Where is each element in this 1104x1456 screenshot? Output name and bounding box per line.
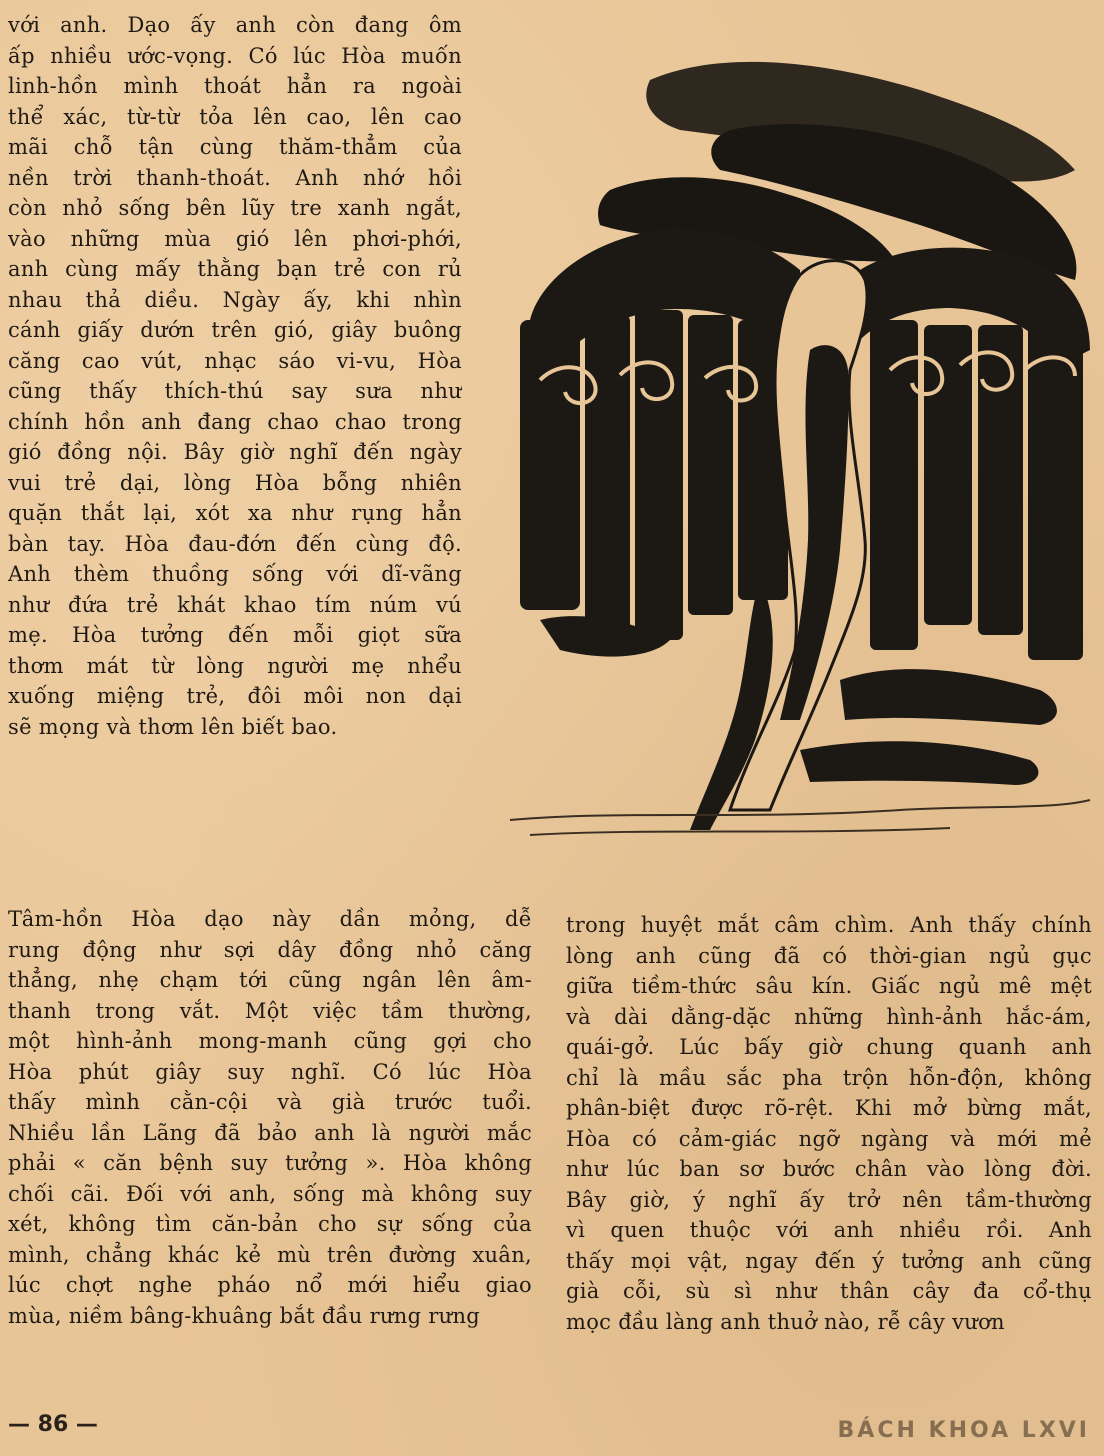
page-number: — 86 — <box>8 1412 98 1437</box>
text-line: già cỗi, sù sì như thân cây đa cổ-thụ <box>566 1279 1092 1303</box>
text-line: gió đồng nội. Bây giờ nghĩ đến ngày <box>8 440 462 464</box>
text-line: còn nhỏ sống bên lũy tre xanh ngắt, <box>8 196 462 220</box>
text-line: một hình-ảnh mong-manh cũng gợi cho <box>8 1029 532 1053</box>
text-line: rung động như sợi dây đồng nhỏ căng <box>8 937 532 962</box>
text-line: chỉ là mầu sắc pha trộn hỗn-độn, không <box>566 1065 1092 1090</box>
text-line: mình, chẳng khác kẻ mù trên đường xuân, <box>8 1242 532 1267</box>
text-line: và dài dằng-dặc những hình-ảnh hắc-ám, <box>566 1004 1092 1029</box>
text-line: mẹ. Hòa tưởng đến mỗi giọt sữa <box>8 623 462 647</box>
text-line: trong huyệt mắt câm chìm. Anh thấy chính <box>566 913 1092 937</box>
gate-arch-left <box>520 229 800 640</box>
text-line: ấp nhiều ước-vọng. Có lúc Hòa muốn <box>8 43 462 68</box>
text-line: mọc đầu làng anh thuở nào, rễ cây vươn <box>566 1309 1005 1334</box>
text-line: quái-gở. Lúc bấy giờ chung quanh anh <box>566 1035 1092 1059</box>
text-line: căng cao vút, nhạc sáo vi-vu, Hòa <box>8 348 462 373</box>
text-line: nhau thả diều. Ngày ấy, khi nhìn <box>8 287 462 312</box>
text-line: thấy mình cằn-cội và già trước tuổi. <box>8 1090 532 1114</box>
text-line: thẳng, nhẹ chạm tới cũng ngân lên âm- <box>8 968 532 992</box>
text-line: chối cãi. Đối với anh, sống mà không suy <box>8 1181 532 1206</box>
text-line: phân-biệt được rõ-rệt. Khi mở bừng mắt, <box>566 1096 1092 1120</box>
text-line: với anh. Dạo ấy anh còn đang ôm <box>8 13 462 37</box>
text-line: linh-hồn mình thoát hẳn ra ngoài <box>8 74 462 98</box>
text-line: thể xác, từ-từ tỏa lên cao, lên cao <box>8 104 462 129</box>
text-line: thấy mọi vật, ngay đến ý tưởng anh cũng <box>566 1248 1092 1273</box>
text-line: thanh trong vắt. Một việc tầm thường, <box>8 998 532 1023</box>
text-line: nền trời thanh-thoát. Anh nhớ hồi <box>8 165 462 190</box>
text-line: chính hồn anh đang chao chao trong <box>8 409 462 434</box>
text-line: lòng anh cũng đã có thời-gian ngủ gục <box>566 943 1092 968</box>
text-line: sẽ mọng và thơm lên biết bao. <box>8 714 338 739</box>
text-line: thơm mát từ lòng người mẹ nhểu <box>8 653 462 678</box>
text-column-top-left <box>8 10 462 742</box>
text-line: anh cùng mấy thằng bạn trẻ con rủ <box>8 257 462 281</box>
text-line: Anh thèm thuồng sống với dĩ-vãng <box>8 562 462 586</box>
text-line: như lúc ban sơ bước chân vào lòng đời. <box>566 1157 1092 1181</box>
text-line: mãi chỗ tận cùng thăm-thẳm của <box>8 135 462 159</box>
text-line: xét, không tìm căn-bản cho sự sống của <box>8 1212 532 1236</box>
text-line: Tâm-hồn Hòa dạo này dần mỏng, dễ <box>8 907 532 931</box>
text-line: Nhiều lần Lãng đã bảo anh là người mắc <box>8 1120 532 1145</box>
illustration-ink-drawing <box>500 20 1096 850</box>
magazine-name: BÁCH KHOA LXVI <box>837 1418 1090 1443</box>
text-line: Hòa phút giây suy nghĩ. Có lúc Hòa <box>8 1059 532 1084</box>
text-line: Bây giờ, ý nghĩ ấy trở nên tầm-thường <box>566 1187 1092 1212</box>
gate-arch-right <box>860 248 1090 660</box>
text-line: phải « căn bệnh suy tưởng ». Hòa không <box>8 1151 532 1175</box>
text-line: lúc chợt nghe pháo nổ mới hiểu giao <box>8 1273 532 1297</box>
text-line: giữa tiềm-thức sâu kín. Giấc ngủ mê mệt <box>566 974 1092 998</box>
text-line: như đứa trẻ khát khao tím núm vú <box>8 592 462 617</box>
text-line: bàn tay. Hòa đau-đớn đến cùng độ. <box>8 531 462 556</box>
text-line: vui trẻ dại, lòng Hòa bỗng nhiên <box>8 470 462 495</box>
text-line: xuống miệng trẻ, đôi môi non dại <box>8 684 462 708</box>
text-line: quặn thắt lại, xót xa như rụng hẳn <box>8 501 462 525</box>
text-column-bottom-right <box>566 910 1092 1337</box>
text-line: cũng thấy thích-thú say sưa như <box>8 379 462 403</box>
text-column-bottom-left <box>8 904 532 1331</box>
text-line: vì quen thuộc với anh nhiều rồi. Anh <box>566 1218 1092 1242</box>
text-line: vào những mùa gió lên phơi-phới, <box>8 226 462 251</box>
ground-line-strokes <box>510 800 1090 835</box>
text-line: cánh giấy dướn trên gió, giây buông <box>8 318 462 342</box>
text-line: mùa, niềm bâng-khuâng bắt đầu rưng rưng <box>8 1303 481 1328</box>
text-line: Hòa có cảm-giác ngỡ ngàng và mới mẻ <box>566 1126 1092 1151</box>
